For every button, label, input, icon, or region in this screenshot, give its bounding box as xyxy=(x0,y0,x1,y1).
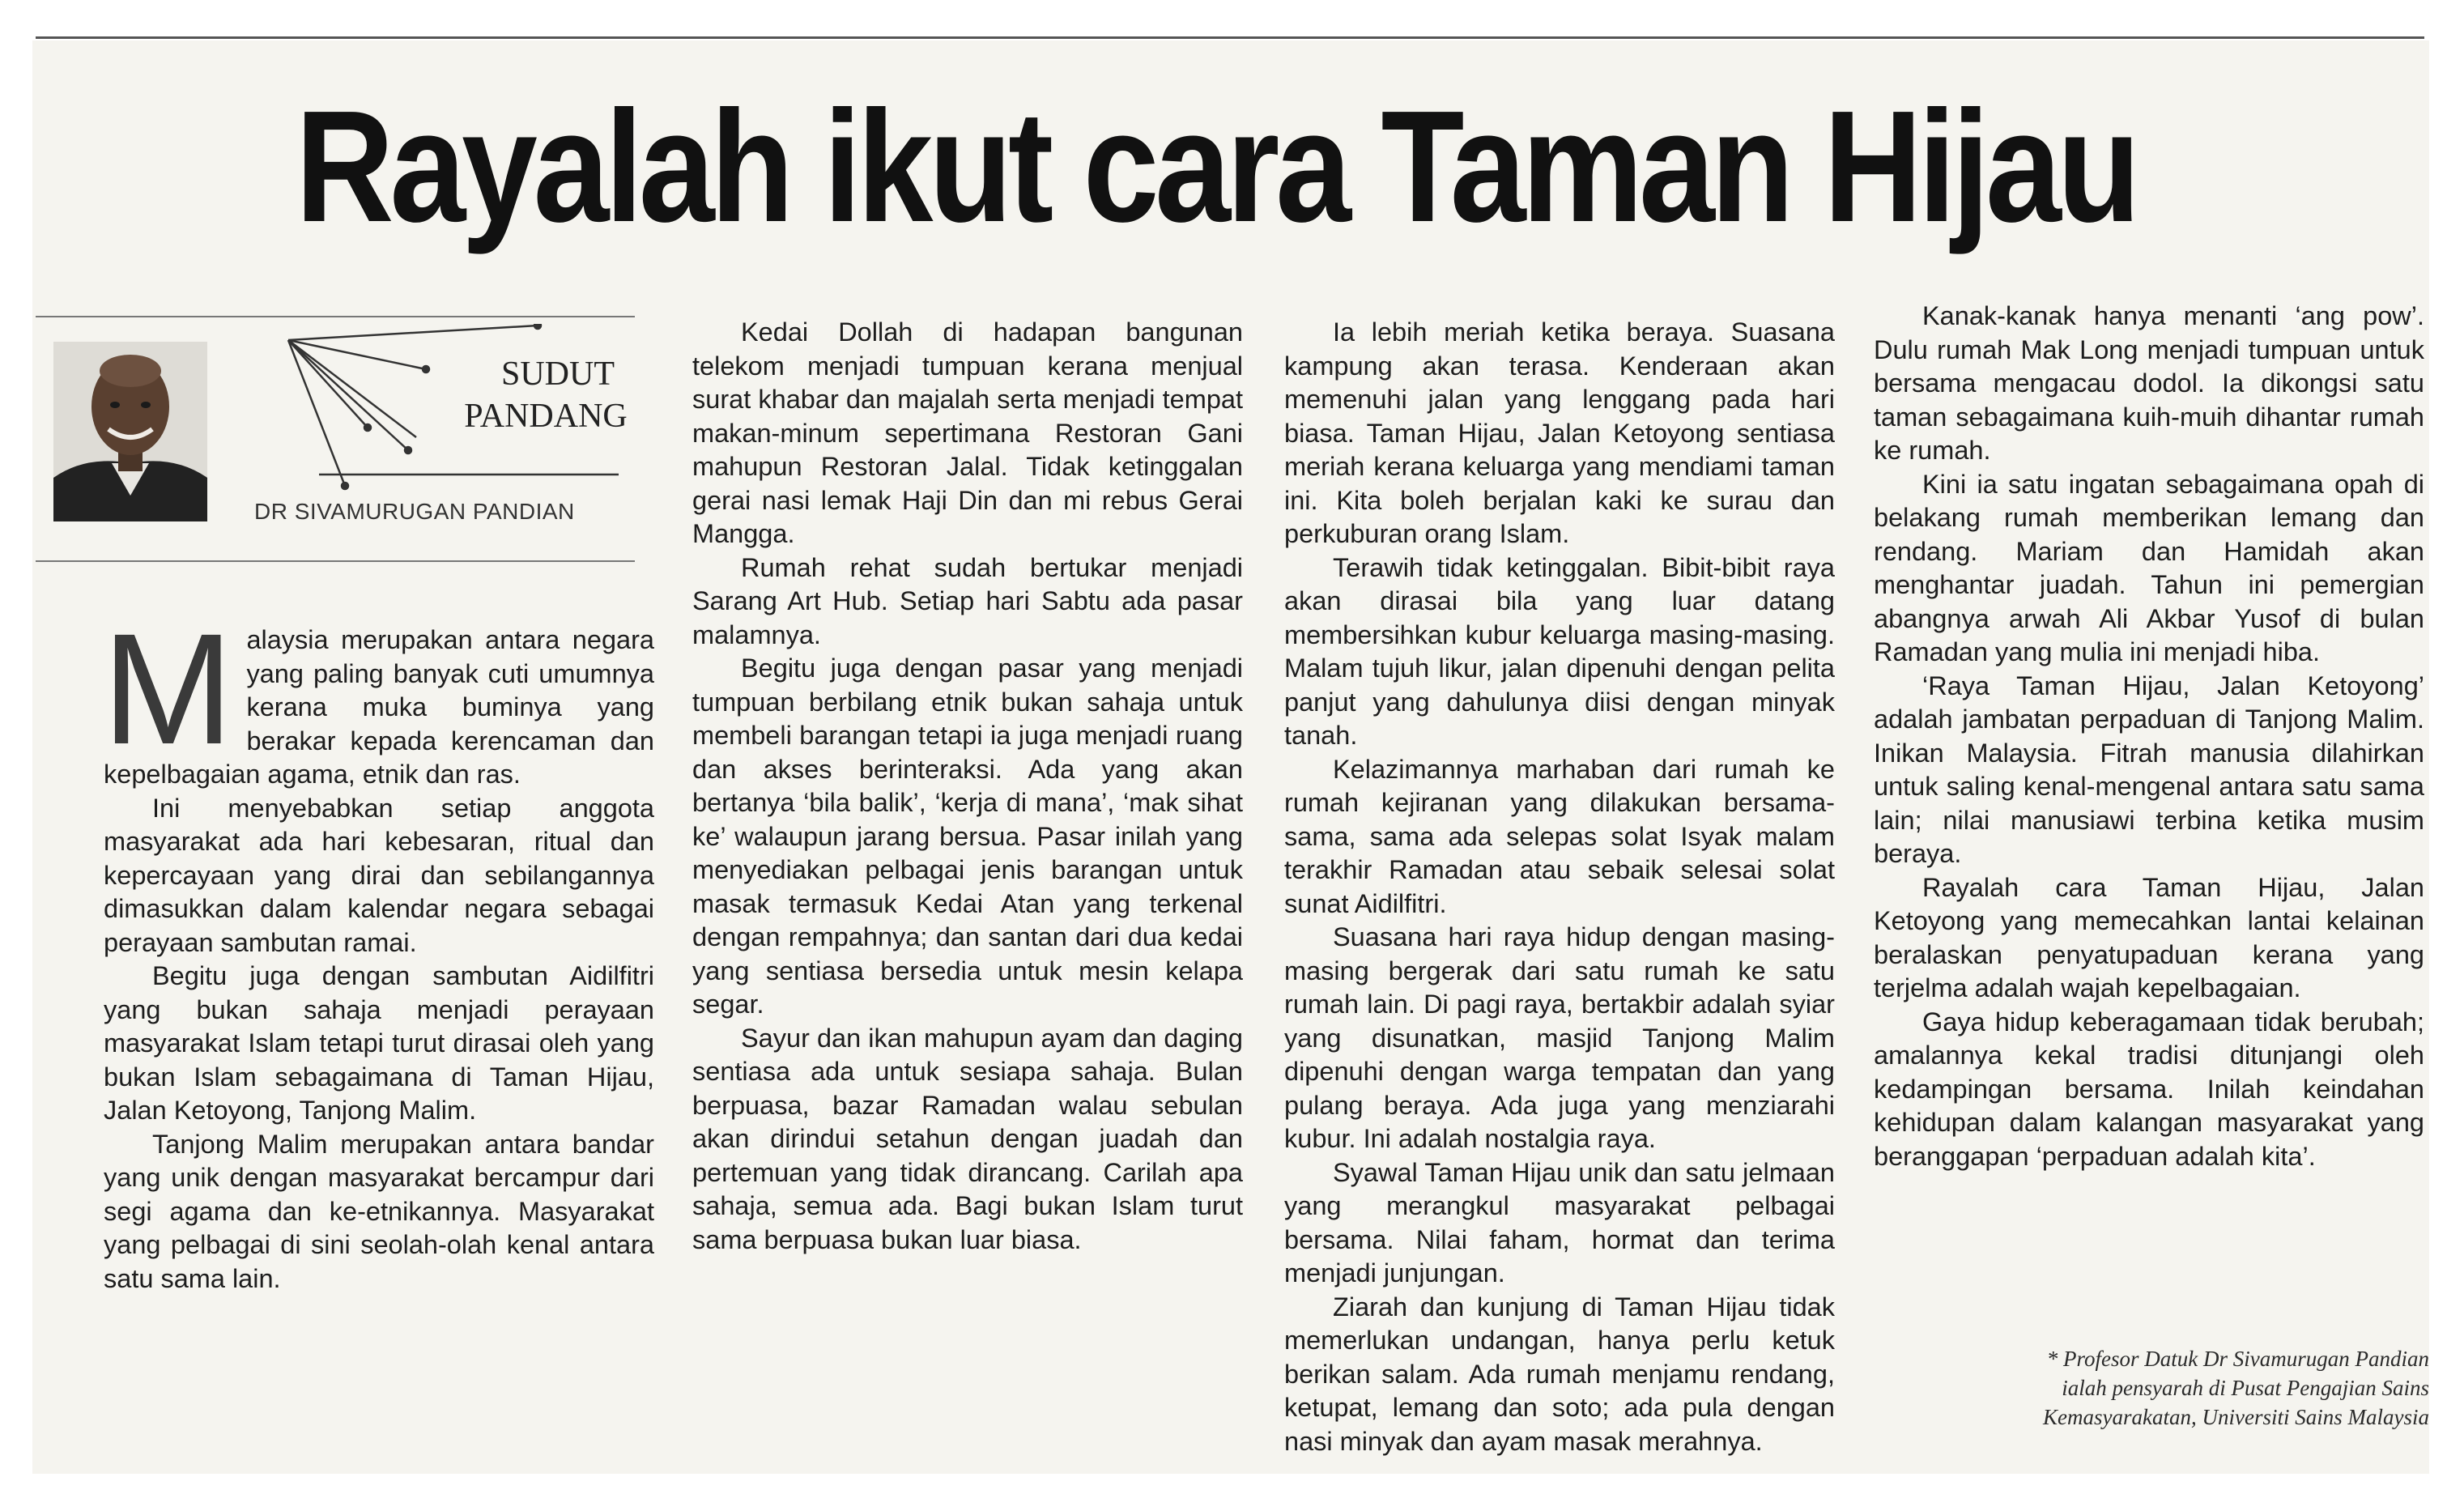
article-column-2 xyxy=(692,316,1243,1257)
article-paragraph: Sayur dan ikan mahupun ayam dan daging sentiasa ada untuk sesiapa sahaja. Bulan berpuasa, bazar Ramadan walau sebulan akan dirindui setahun dengan juadah dan pertemuan yang tidak dirancang. Carilah apa sahaja, semua ada. Bagi bukan Islam turut sama berpuasa bukan luar biasa. xyxy=(692,1023,1243,1254)
footnote-line: * Profesor Datuk Dr Sivamurugan Pandian xyxy=(2046,1347,2429,1371)
article-column-1 xyxy=(102,601,654,1296)
article-paragraph: Syawal Taman Hijau unik dan satu jelmaan yang merangkul masyarakat pelbagai bersama. Nilai faham, hormat dan terima menjadi junjungan. xyxy=(1284,1157,1835,1288)
article-paragraph: Kanak-kanak hanya menanti ‘ang pow’. Dulu rumah Mak Long menjadi tumpuan untuk bersama mengacau dodol. Ia dikongsi satu taman sebagaimana kuih-muih dihantar rumah ke rumah. xyxy=(1874,301,2424,465)
article-paragraph: Ia lebih meriah ketika beraya. Suasana kampung akan terasa. Kenderaan akan memenuhi jalan yang lenggang pada hari biasa. Taman Hijau, Jalan Ketoyong sentiasa meriah kerana keluarga yang mendiami taman ini. Kita boleh berjalan kaki ke surau dan perkuburan orang Islam. xyxy=(1284,317,1835,548)
author-photo xyxy=(53,342,207,521)
byline-box xyxy=(36,308,643,567)
article-paragraph: Malaysia merupakan antara negara yang paling banyak cuti umumnya kerana muka buminya yang berakar kepada kerencaman dan kepelbagaian agama, etnik dan ras. xyxy=(102,601,654,789)
article-paragraph: Begitu juga dengan pasar yang menjadi tumpuan berbilang etnik bukan sahaja untuk membeli barangan tetapi ia juga menjadi ruang dan akses berinteraksi. Ada yang akan bertanya ‘bila balik’, ‘kerja di mana’, ‘mak sihat ke’ walaupun jarang bersua. Pasar inilah yang menyediakan pelbagai jenis barangan untuk masak termasuk Kedai Atan yang terkenal dengan rempahnya; dan santan dari dua kedai yang sentiasa bersedia untuk mesin kelapa segar. xyxy=(692,653,1243,1019)
article-column-3 xyxy=(1284,316,1835,1458)
author-name: DR SIVAMURUGAN PANDIAN xyxy=(254,499,575,524)
article-paragraph: ‘Raya Taman Hijau, Jalan Ketoyong’ adalah jambatan perpaduan di Tanjong Malim. Inikan Malaysia. Fitrah manusia dilahirkan untuk saling kenal-mengenal antara satu sama lain; nilai manusiawi terbina ketika musim beraya. xyxy=(1874,670,2424,868)
headline: Rayalah ikut cara Taman Hijau xyxy=(295,78,2137,255)
article-paragraph: Kelazimannya marhaban dari rumah ke rumah kejiranan yang dilakukan bersama-sama, sama ada selepas solat Isyak malam terakhir Ramadan atau sebaik selesai solat sunat Aidilfitri. xyxy=(1284,754,1835,918)
article-paragraph: Tanjong Malim merupakan antara bandar yang unik dengan masyarakat bercampur dari segi agama dan ke-etnikannya. Masyarakat yang pelbagai di sini seolah-olah kenal antara satu sama lain. xyxy=(104,1129,654,1293)
column-label-line1: SUDUT xyxy=(500,355,615,393)
article-paragraph: Kini ia satu ingatan sebagaimana opah di belakang rumah memberikan lemang dan rendang. Mariam dan Hamidah akan menghantar juadah. Tahun ini pemergian abangnya arwah Ali Akbar Yusof di bulan Ramadan yang mulia ini menjadi hiba. xyxy=(1874,469,2424,666)
article-paragraph: Rumah rehat sudah bertukar menjadi Sarang Art Hub. Setiap hari Sabtu ada pasar malamnya. xyxy=(692,552,1243,649)
article-paragraph: Rayalah cara Taman Hijau, Jalan Ketoyong yang memecahkan lantai kelainan beralaskan penyatupaduan kerana yang terjelma adalah wajah kepelbagaian. xyxy=(1874,872,2424,1002)
top-rule xyxy=(36,36,2424,39)
byline-rule-top xyxy=(36,316,635,317)
article-paragraph: Ini menyebabkan setiap anggota masyarakat ada hari kebesaran, ritual dan kepercayaan yang dirai dan sebilangannya dimasukkan dalam kalendar negara sebagai perayaan sambutan ramai. xyxy=(104,793,654,957)
byline-rule-bottom xyxy=(36,560,635,562)
footnote-line: Kemasyarakatan, Universiti Sains Malaysia xyxy=(2043,1405,2429,1429)
article-paragraph: Kedai Dollah di hadapan bangunan telekom menjadi tumpuan kerana menjual surat khabar dan majalah serta menjadi tempat makan-minum sepertimana Restoran Gani mahupun Restoran Jalal. Tidak ketinggalan gerai nasi lemak Haji Din dan mi rebus Gerai Mangga. xyxy=(692,317,1243,548)
article-paragraph: Terawih tidak ketinggalan. Bibit-bibit raya akan dirasai bila yang luar datang membersihkan kubur keluarga masing-masing. Malam tujuh likur, jalan dipenuhi dengan pelita panjut yang dahulunya diisi dengan minyak tanah. xyxy=(1284,552,1835,750)
author-footnote xyxy=(1935,1344,2429,1432)
column-label-line2: PANDANG xyxy=(464,398,628,435)
article-paragraph: Begitu juga dengan sambutan Aidilfitri yang bukan sahaja menjadi perayaan masyarakat Islam tetapi turut dirasai oleh yang bukan Islam sebagaimana di Taman Hijau, Jalan Ketoyong, Tanjong Malim. xyxy=(104,961,654,1125)
article-paragraph: Suasana hari raya hidup dengan masing-masing bergerak dari satu rumah ke satu rumah lain. Di pagi raya, bertakbir adalah syiar yang disunatkan, masjid Tanjong Malim dipenuhi dengan warga tempatan dan yang pulang beraya. Ada juga yang menziarahi kubur. Ini adalah nostalgia raya. xyxy=(1284,922,1835,1153)
column-label xyxy=(424,353,667,437)
article-paragraph: Ziarah dan kunjung di Taman Hijau tidak memerlukan undangan, hanya perlu ketuk berikan salam. Ada rumah menjamu rendang, ketupat, lemang dan soto; ada pula dengan nasi minyak dan ayam masak merahnya. xyxy=(1284,1292,1835,1456)
drop-cap: M xyxy=(102,601,234,777)
article-paragraph: Gaya hidup keberagamaan tidak berubah; amalannya kekal tradisi ditunjangi oleh kedampingan bersama. Inilah keindahan kehidupan dalam kalangan masyarakat yang beranggapan ‘perpaduan adalah kita’. xyxy=(1874,1007,2424,1171)
article-column-4 xyxy=(1874,300,2424,1173)
footnote-line: ialah pensyarah di Pusat Pengajian Sains xyxy=(2062,1376,2429,1400)
